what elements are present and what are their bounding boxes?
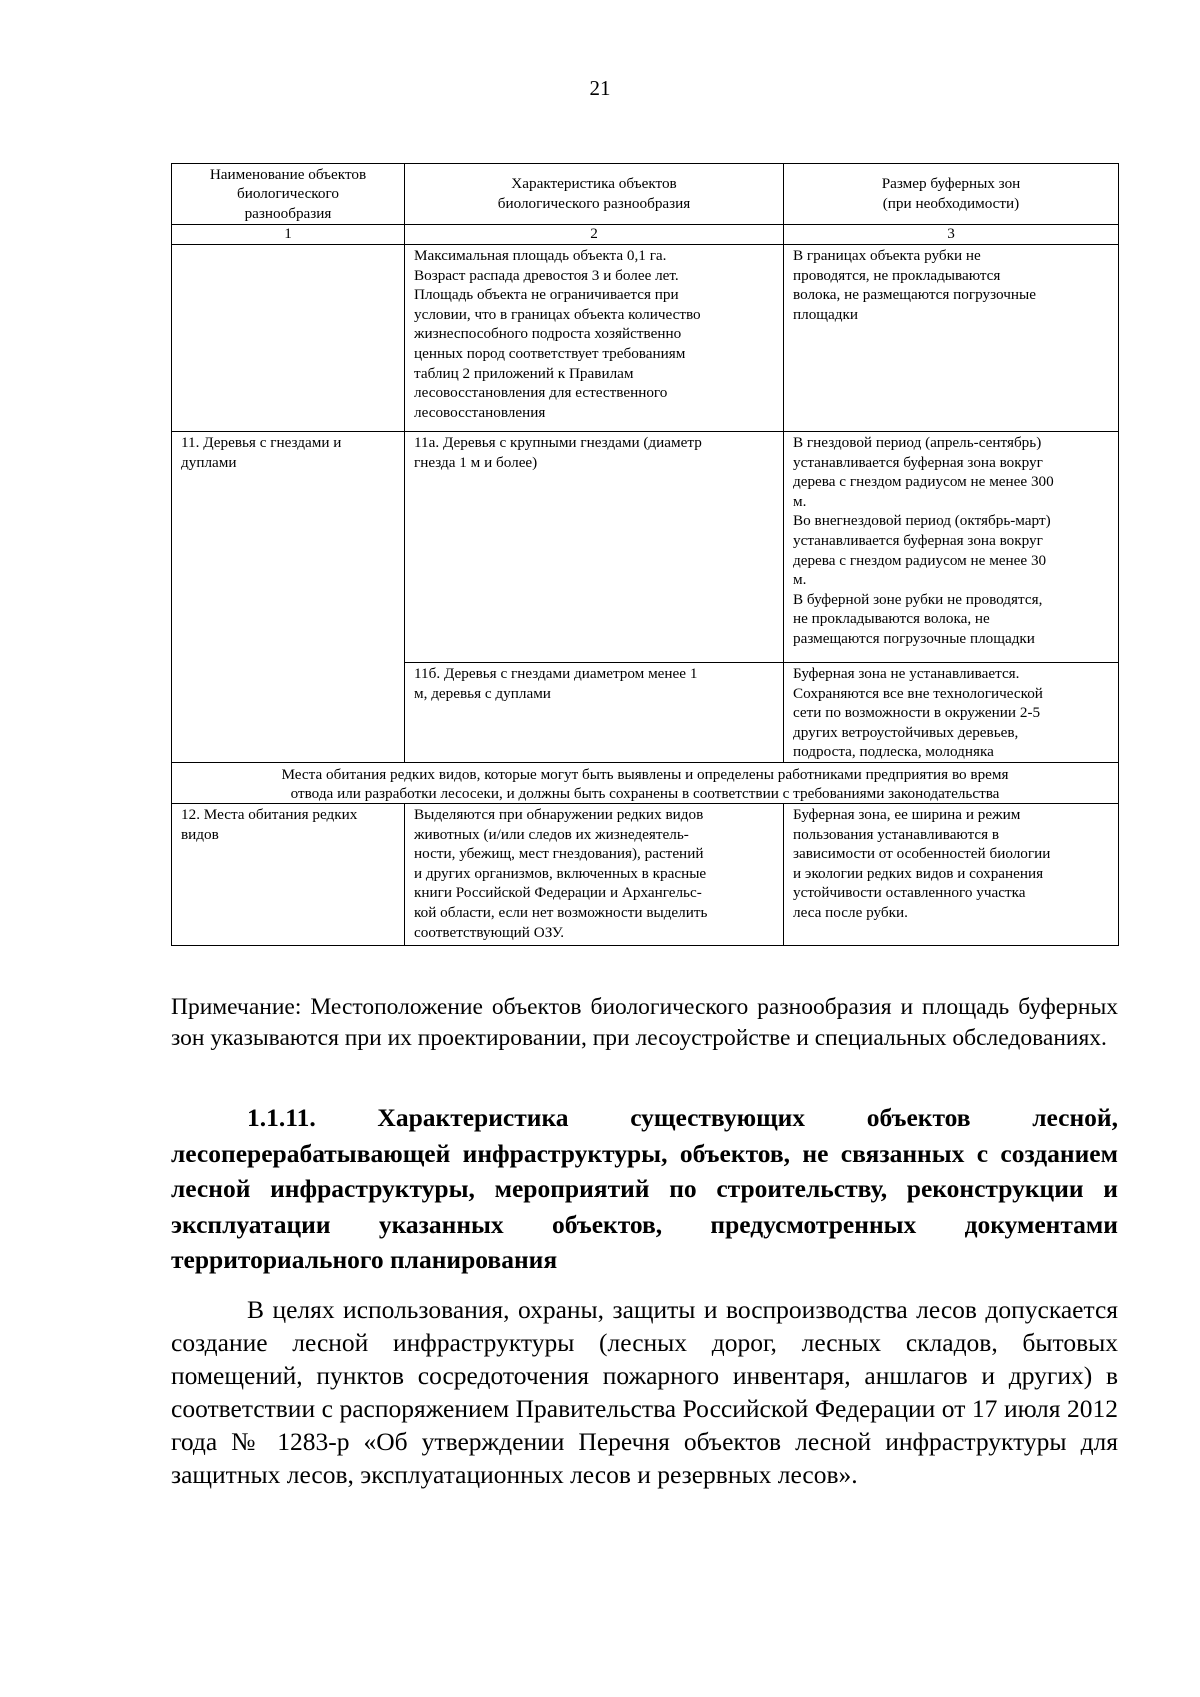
column-number: 1 — [172, 225, 405, 245]
cell-characteristic: Выделяются при обнаружении редких видов животных (и/или следов их жизнедеятель- ности, убежищ, мест гнездования), растений и других организмов, включенных в красные книги Российской Федерации и Архангельс- кой области, если нет возможности выделить соответствующий ОЗУ. — [405, 803, 784, 945]
cell-buffer: В границах объекта рубки не проводятся, не прокладываются волока, не размещаются погрузочные площадки — [784, 245, 1119, 432]
table-span-row — [172, 762, 1119, 803]
cell-name — [172, 245, 405, 432]
cell-name: 12. Места обитания редких видов — [172, 803, 405, 945]
cell-characteristic: Максимальная площадь объекта 0,1 га. Возраст распада древостоя 3 и более лет. Площадь объекта не ограничивается при условии, что в границах объекта количество жизнеспособного подроста хозяйственно ценных пород соответствует требованиям таблиц 2 приложений к Правилам лесовосстановления для естественного лесовосстановления — [405, 245, 784, 432]
table-row — [172, 245, 1119, 432]
cell-buffer: Буферная зона, ее ширина и режим пользования устанавливаются в зависимости от особенностей биологии и экологии редких видов и сохранения устойчивости оставленного участка леса после рубки. — [784, 803, 1119, 945]
cell-buffer: Буферная зона не устанавливается. Сохраняются все вне технологической сети по возможности в окружении 2-5 других ветроустойчивых деревьев, подроста, подлеска, молодняка — [784, 663, 1119, 763]
header-cell-buffer: Размер буферных зон (при необходимости) — [784, 164, 1119, 225]
column-number-row — [172, 225, 1119, 245]
table-note: Примечание: Местоположение объектов биологического разнообразия и площадь буферных зон указываются при их проектировании, при лесоустройстве и специальных обследованиях. — [171, 994, 1118, 1051]
table-row — [172, 803, 1119, 945]
column-number: 2 — [405, 225, 784, 245]
cell-characteristic: 11а. Деревья с крупными гнездами (диаметр гнезда 1 м и более) — [405, 432, 784, 663]
cell-characteristic: 11б. Деревья с гнездами диаметром менее 1 м, деревья с дуплами — [405, 663, 784, 763]
table-row — [172, 432, 1119, 663]
cell-name: 11. Деревья с гнездами и дуплами — [172, 432, 405, 763]
header-cell-characteristic: Характеристика объектов биологического разнообразия — [405, 164, 784, 225]
header-cell-name: Наименование объектов биологического разнообразия — [172, 164, 405, 225]
cell-buffer: В гнездовой период (апрель-сентябрь) устанавливается буферная зона вокруг дерева с гнездом радиусом не менее 300 м. Во внегнездовой период (октябрь-март) устанавливается буферная зона вокруг дерева с гнездом радиусом не менее 30 м. В буферной зоне рубки не проводятся, не прокладываются волока, не размещаются погрузочные площадки — [784, 432, 1119, 663]
cell-rare-species-note: Места обитания редких видов, которые могут быть выявлены и определены работниками предприятия во время отвода или разработки лесосеки, и должны быть сохранены в соответствии с требованиями законодательства — [172, 762, 1119, 803]
column-number: 3 — [784, 225, 1119, 245]
body-paragraph: В целях использования, охраны, защиты и воспроизводства лесов допускается создание лесной инфраструктуры (лесных дорог, лесных складов, бытовых помещений, пунктов сосредоточения пожарного инвентаря, аншлагов и других) в соответствии с распоряжением Правительства Российской Федерации от 17 июля 2012 года № 1283-р «Об утверждении Перечня объектов лесной инфраструктуры для защитных лесов, эксплуатационных лесов и резервных лесов». — [171, 1295, 1118, 1489]
biodiversity-table — [171, 163, 1119, 946]
table-header-row — [172, 164, 1119, 225]
section-heading: 1.1.11. Характеристика существующих объектов лесной, лесоперерабатывающей инфраструктуры, объектов, не связанных с созданием лесной инфраструктуры, мероприятий по строительству, реконструкции и эксплуатации указанных объектов, предусмотренных документами территориального планирования — [171, 1103, 1118, 1274]
page-number: 21 — [589, 76, 611, 100]
